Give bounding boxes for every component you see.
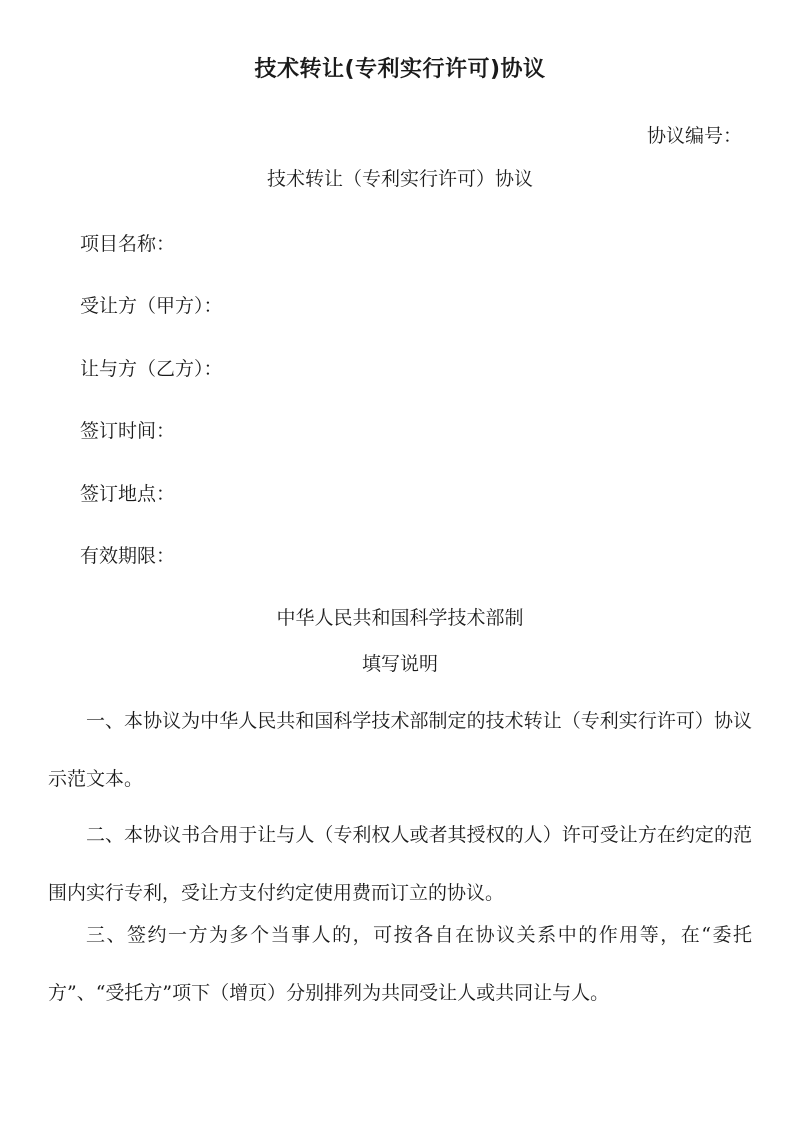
instructions-heading: 填写说明 xyxy=(361,653,438,675)
field-licensor: 让与方（乙方）： xyxy=(80,358,223,380)
issuer-line: 中华人民共和国科学技术部制 xyxy=(276,607,524,629)
instruction-paragraph-1: 一、本协议为中华人民共和国科学技术部制定的技术转让（专利实行许可）协议示范文本。 xyxy=(48,710,752,790)
agreement-number-label: 协议编号： xyxy=(646,125,742,147)
document-subtitle: 技术转让（专利实行许可）协议 xyxy=(266,168,533,190)
field-signing-time: 签订时间： xyxy=(80,420,176,442)
document-title: 技术转让(专利实行许可)协议 xyxy=(254,57,546,82)
instruction-paragraph-3: 三、签约一方为多个当事人的，可按各自在协议关系中的作用等，在“委托方”、“受托方”项下（增页）分别排列为共同受让人或共同让与人。 xyxy=(48,924,752,1004)
instruction-paragraph-2: 二、本协议书合用于让与人（专利权人或者其授权的人）许可受让方在约定的范围内实行专利，受让方支付约定使用费而订立的协议。 xyxy=(48,824,752,904)
field-project-name: 项目名称： xyxy=(80,233,176,255)
field-licensee: 受让方（甲方）： xyxy=(80,295,223,317)
field-signing-place: 签订地点： xyxy=(80,483,176,505)
field-validity: 有效期限： xyxy=(80,545,176,567)
